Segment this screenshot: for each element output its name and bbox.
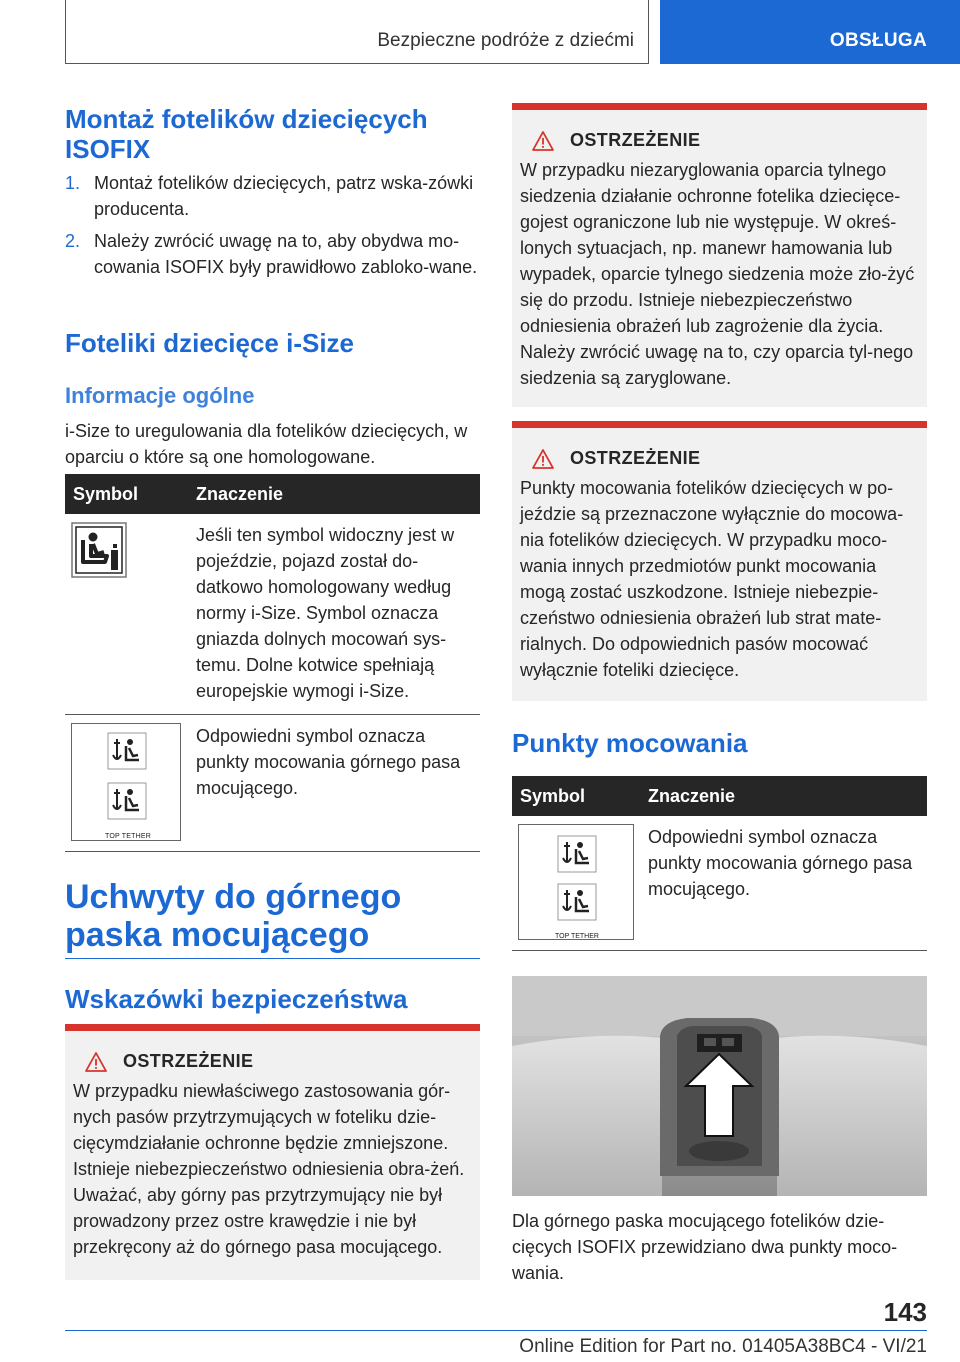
page-number: 143: [883, 1297, 927, 1327]
isofix-section: [65, 104, 480, 164]
anchor-heading-wrap: [512, 728, 927, 758]
step-item: [65, 228, 480, 280]
i-size-seat-icon: [71, 522, 127, 578]
table-row: [65, 514, 480, 715]
safety-heading-wrap: [65, 984, 480, 1014]
isize-heading-wrap: [65, 328, 480, 358]
step-number: 1.: [65, 173, 81, 193]
table-cell-symbol: [512, 816, 640, 951]
footer-divider: [65, 1330, 927, 1331]
footer-edition: Online Edition for Part no. 01405A38BC4 - VI/21: [519, 1336, 927, 1357]
isofix-steps: [65, 170, 480, 286]
step-number: 2.: [65, 231, 81, 251]
anchor-table: [512, 776, 927, 951]
header-section-title: Bezpieczne podróże z dziećmi: [377, 30, 634, 51]
safety-heading: Wskazówki bezpieczeństwa: [65, 984, 408, 1014]
warning-box: [512, 103, 927, 407]
table-cell-meaning: Jeśli ten symbol widoczny jest w pojeździe, pojazd został do-datkowo homologowany według normy i-Size. Symbol oznacza gniazda dolnych mocowań sys-temu. Dolne kotwice spełniają europejskie wymogi i-Size.: [188, 514, 480, 715]
general-info-heading: Informacje ogólne: [65, 383, 255, 408]
top-tether-symbol-icon: [518, 824, 634, 940]
warning-triangle-icon: [85, 1052, 107, 1072]
warning-triangle-icon: [532, 131, 554, 151]
header-section-box: [65, 0, 649, 64]
table-cell-symbol: [65, 715, 188, 852]
photo-caption: Dla górnego paska mocującego fotelików dzie-cięcych ISOFIX przewidziano dwa punkty moco-wania.: [512, 1211, 898, 1283]
table-cell-meaning: Odpowiedni symbol oznacza punkty mocowania górnego pasa mocującego.: [640, 816, 927, 951]
isize-heading: Foteliki dziecięce i-Size: [65, 328, 354, 358]
top-tether-symbol-icon: [71, 723, 181, 841]
anchor-points-heading: Punkty mocowania: [512, 728, 748, 758]
header-chapter-tab: [660, 0, 960, 64]
table-cell-symbol: [65, 514, 188, 715]
warning-triangle-icon: [532, 449, 554, 469]
photo-caption-wrap: [512, 1208, 927, 1286]
table-header-symbol: Symbol: [65, 474, 188, 514]
warning-title: [520, 448, 919, 469]
table-header-row: [512, 776, 927, 816]
top-tether-caption: TOP TETHER: [555, 933, 599, 940]
step-item: [65, 170, 480, 222]
table-row: [512, 816, 927, 951]
table-cell-meaning: Odpowiedni symbol oznacza punkty mocowania górnego pasa mocującego.: [188, 715, 480, 852]
top-tether-caption: TOP TETHER: [105, 833, 151, 840]
rear-seat-anchor-photo: [512, 976, 927, 1196]
tether-heading-wrap: [65, 878, 480, 954]
tether-anchor-icon: [107, 782, 147, 820]
tether-anchor-icon: [557, 835, 597, 873]
warning-title: [520, 130, 919, 151]
isize-table: [65, 474, 480, 852]
warning-text: W przypadku niezaryglowania oparcia tylnego siedzenia działanie ochronne fotelika dziecięce-gojest ograniczone lub nie występuje. W okreś-lonych sytuacjach, np. manewr hamowania lub wypadek, oparcie tylnego siedzenia może zło-żyć się do przodu. Istnieje niebezpieczeństwo odniesienia obrażeń lub zagrożenie dla życia. Należy zwrócić uwagę na to, czy oparcia tyl-nego siedzenia są zaryglowane.: [520, 160, 915, 388]
table-header-symbol: Symbol: [512, 776, 640, 816]
warning-title-text: OSTRZEŻENIE: [570, 448, 701, 468]
warning-text: Punkty mocowania fotelików dziecięcych w po-jeździe są przeznaczone wyłącznie do mocowa-nia fotelików dziecięcych. W przypadku moco-wania innych przedmiotów punkt mocowania mogą zostać uszkodzone. Istnieje niebezpie-czeństwo odniesienia obrażeń lub strat mate-rialnych. Do odpowiednich pasów mocować wyłącznie foteliki dziecięce.: [520, 478, 904, 680]
table-header-meaning: Znaczenie: [188, 474, 480, 514]
tether-anchor-icon: [557, 883, 597, 921]
table-row: [65, 715, 480, 852]
table-header-meaning: Znaczenie: [640, 776, 927, 816]
isofix-heading: Montaż fotelików dziecięcych ISOFIX: [65, 104, 428, 164]
warning-title-text: OSTRZEŻENIE: [123, 1051, 254, 1071]
warning-title-text: OSTRZEŻENIE: [570, 130, 701, 150]
tether-heading: Uchwyty do górnego paska mocującego: [65, 878, 402, 954]
warning-title: [73, 1051, 472, 1072]
general-heading-wrap: [65, 383, 480, 409]
warning-text: W przypadku niewłaściwego zastosowania gór-nych pasów przytrzymujących w foteliku dzie-cięcymdziałanie ochronne będzie zmniejszone. Istnieje niebezpieczeństwo odniesienia obra-żeń. Uważać, aby górny pas przytrzymujący nie był prowadzony przez ostre krawędzie i nie był przekręcony aż do górnego pasa mocującego.: [73, 1081, 465, 1257]
general-text-wrap: [65, 418, 480, 470]
general-info-text: i-Size to uregulowania dla fotelików dziecięcych, w oparciu o które są one homologowane.: [65, 421, 468, 467]
step-text: Należy zwrócić uwagę na to, aby obydwa mo-cowania ISOFIX były prawidłowo zabloko-wane.: [94, 231, 478, 277]
section-divider: [65, 958, 480, 959]
step-text: Montaż fotelików dziecięcych, patrz wska-zówki producenta.: [94, 173, 474, 219]
table-header-row: [65, 474, 480, 514]
header-chapter-label: OBSŁUGA: [829, 30, 927, 51]
tether-anchor-icon: [107, 732, 147, 770]
warning-box: [512, 421, 927, 701]
warning-box: [65, 1024, 480, 1280]
